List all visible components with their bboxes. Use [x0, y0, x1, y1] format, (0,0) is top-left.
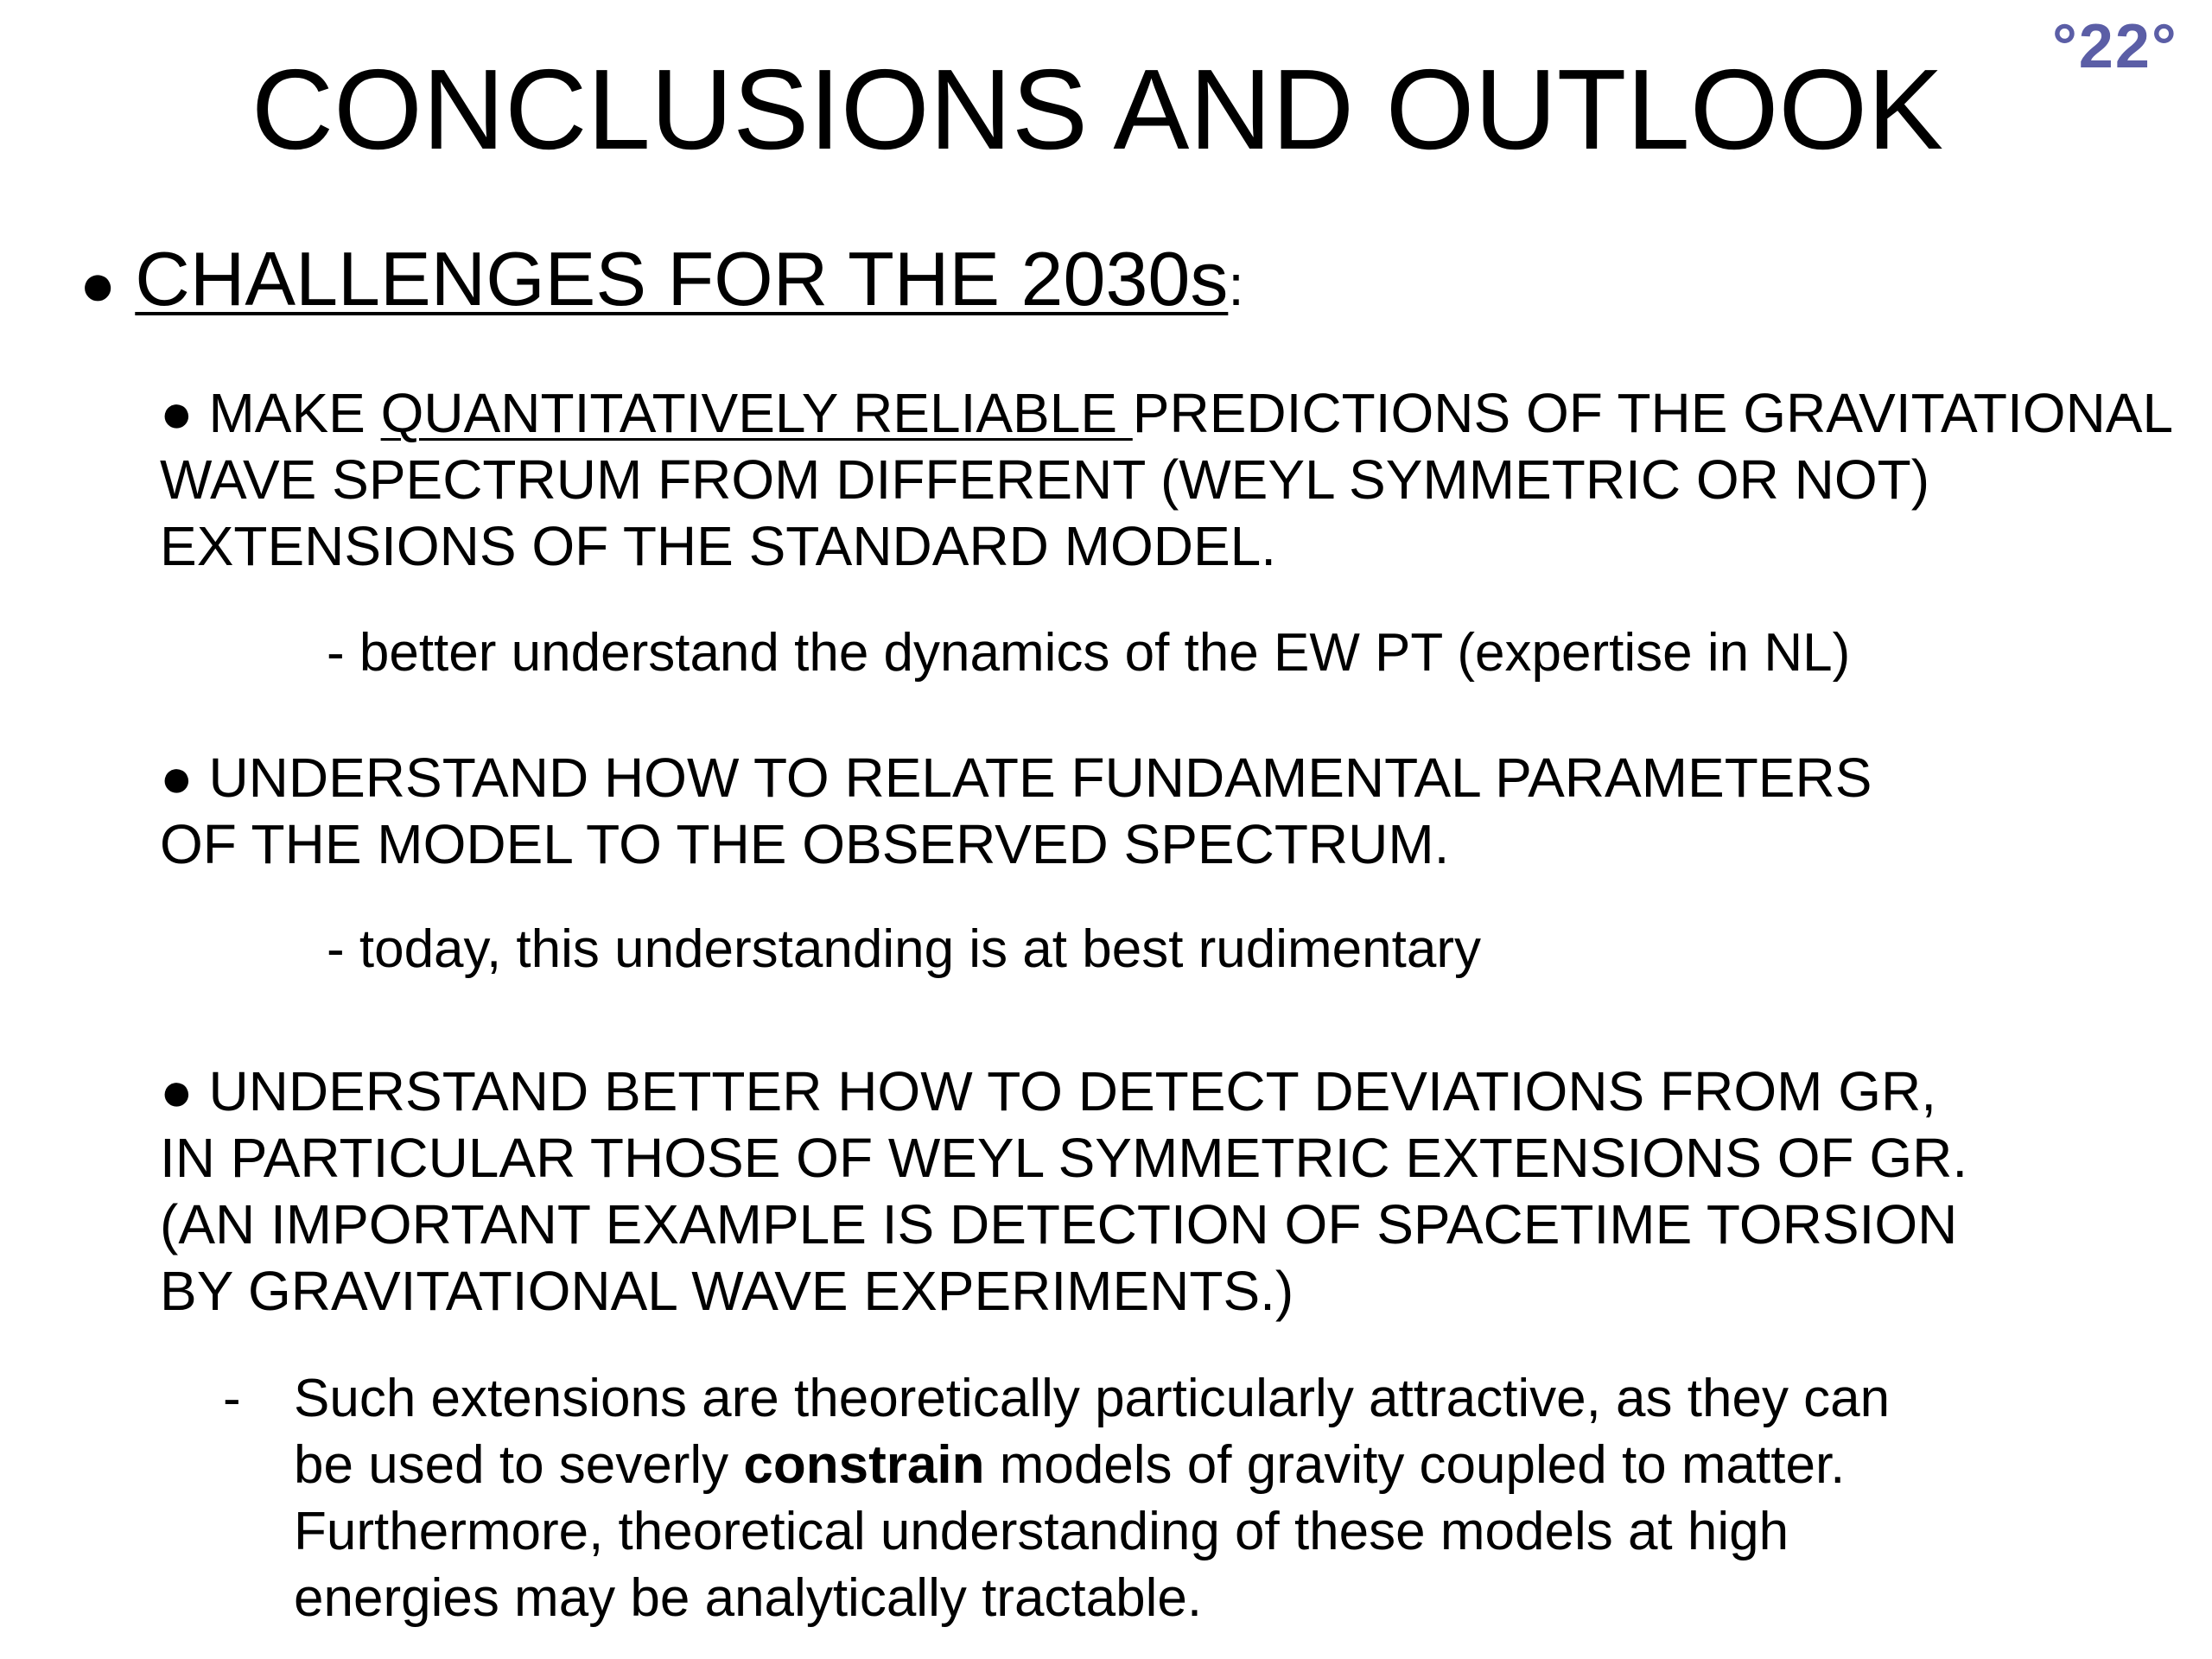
point-1-line-2: WAVE SPECTRUM FROM DIFFERENT (WEYL SYMMETRIC OR NOT) — [160, 448, 1929, 511]
heading-colon: : — [1228, 253, 1244, 317]
point-3-sub-text — [294, 1365, 1890, 1631]
point-1-sub: - better understand the dynamics of the EW PT (expertise in NL) — [327, 623, 1851, 683]
point-3-sub-dash: - — [223, 1369, 241, 1428]
point-3-sub-line-3: Furthermore, theoretical understanding of these models at high — [294, 1502, 1789, 1561]
point-2-line-2: OF THE MODEL TO THE OBSERVED SPECTRUM. — [160, 813, 1450, 875]
point-3-line-2: IN PARTICULAR THOSE OF WEYL SYMMETRIC EXTENSIONS OF GR. — [160, 1127, 1968, 1189]
slide-number: °22° — [2052, 12, 2178, 81]
point-1-line-3: EXTENSIONS OF THE STANDARD MODEL. — [160, 515, 1277, 577]
point-3-line-1: ● UNDERSTAND BETTER HOW TO DETECT DEVIATIONS FROM GR, — [160, 1060, 1936, 1122]
slide-title: CONCLUSIONS AND OUTLOOK — [251, 46, 1944, 173]
point-1-rest: PREDICTIONS OF THE GRAVITATIONAL — [1132, 382, 2174, 444]
point-3-sub-bold-word: constrain — [743, 1435, 985, 1495]
point-3-line-4: BY GRAVITATIONAL WAVE EXPERIMENTS.) — [160, 1260, 1294, 1322]
point-3-sub-line-2 — [294, 1432, 1890, 1498]
section-heading — [79, 238, 1244, 321]
point-2-line-1: ● UNDERSTAND HOW TO RELATE FUNDAMENTAL PARAMETERS — [160, 747, 1872, 809]
point-1-prefix: MAKE — [208, 382, 381, 444]
point-3 — [160, 1058, 1967, 1325]
point-1 — [160, 380, 2173, 580]
heading-text: CHALLENGES FOR THE 2030s — [135, 236, 1229, 321]
point-1-bullet: ● — [160, 382, 209, 444]
point-2-sub: - today, this understanding is at best rudimentary — [327, 919, 1481, 979]
point-2 — [160, 745, 1872, 878]
point-3-sub-line-2-post: models of gravity coupled to matter. — [984, 1435, 1846, 1495]
heading-bullet: ● — [79, 251, 117, 318]
point-1-line-1 — [160, 380, 2173, 447]
point-3-sub-line-2-pre: be used to severly — [294, 1435, 744, 1495]
point-1-underlined: QUANTITATIVELY RELIABLE — [380, 382, 1133, 444]
point-3-sub-line-1: Such extensions are theoretically particularly attractive, as they can — [294, 1369, 1891, 1428]
point-3-sub-line-4: energies may be analytically tractable. — [294, 1568, 1203, 1628]
point-3-line-3: (AN IMPORTANT EXAMPLE IS DETECTION OF SPACETIME TORSION — [160, 1193, 1958, 1255]
